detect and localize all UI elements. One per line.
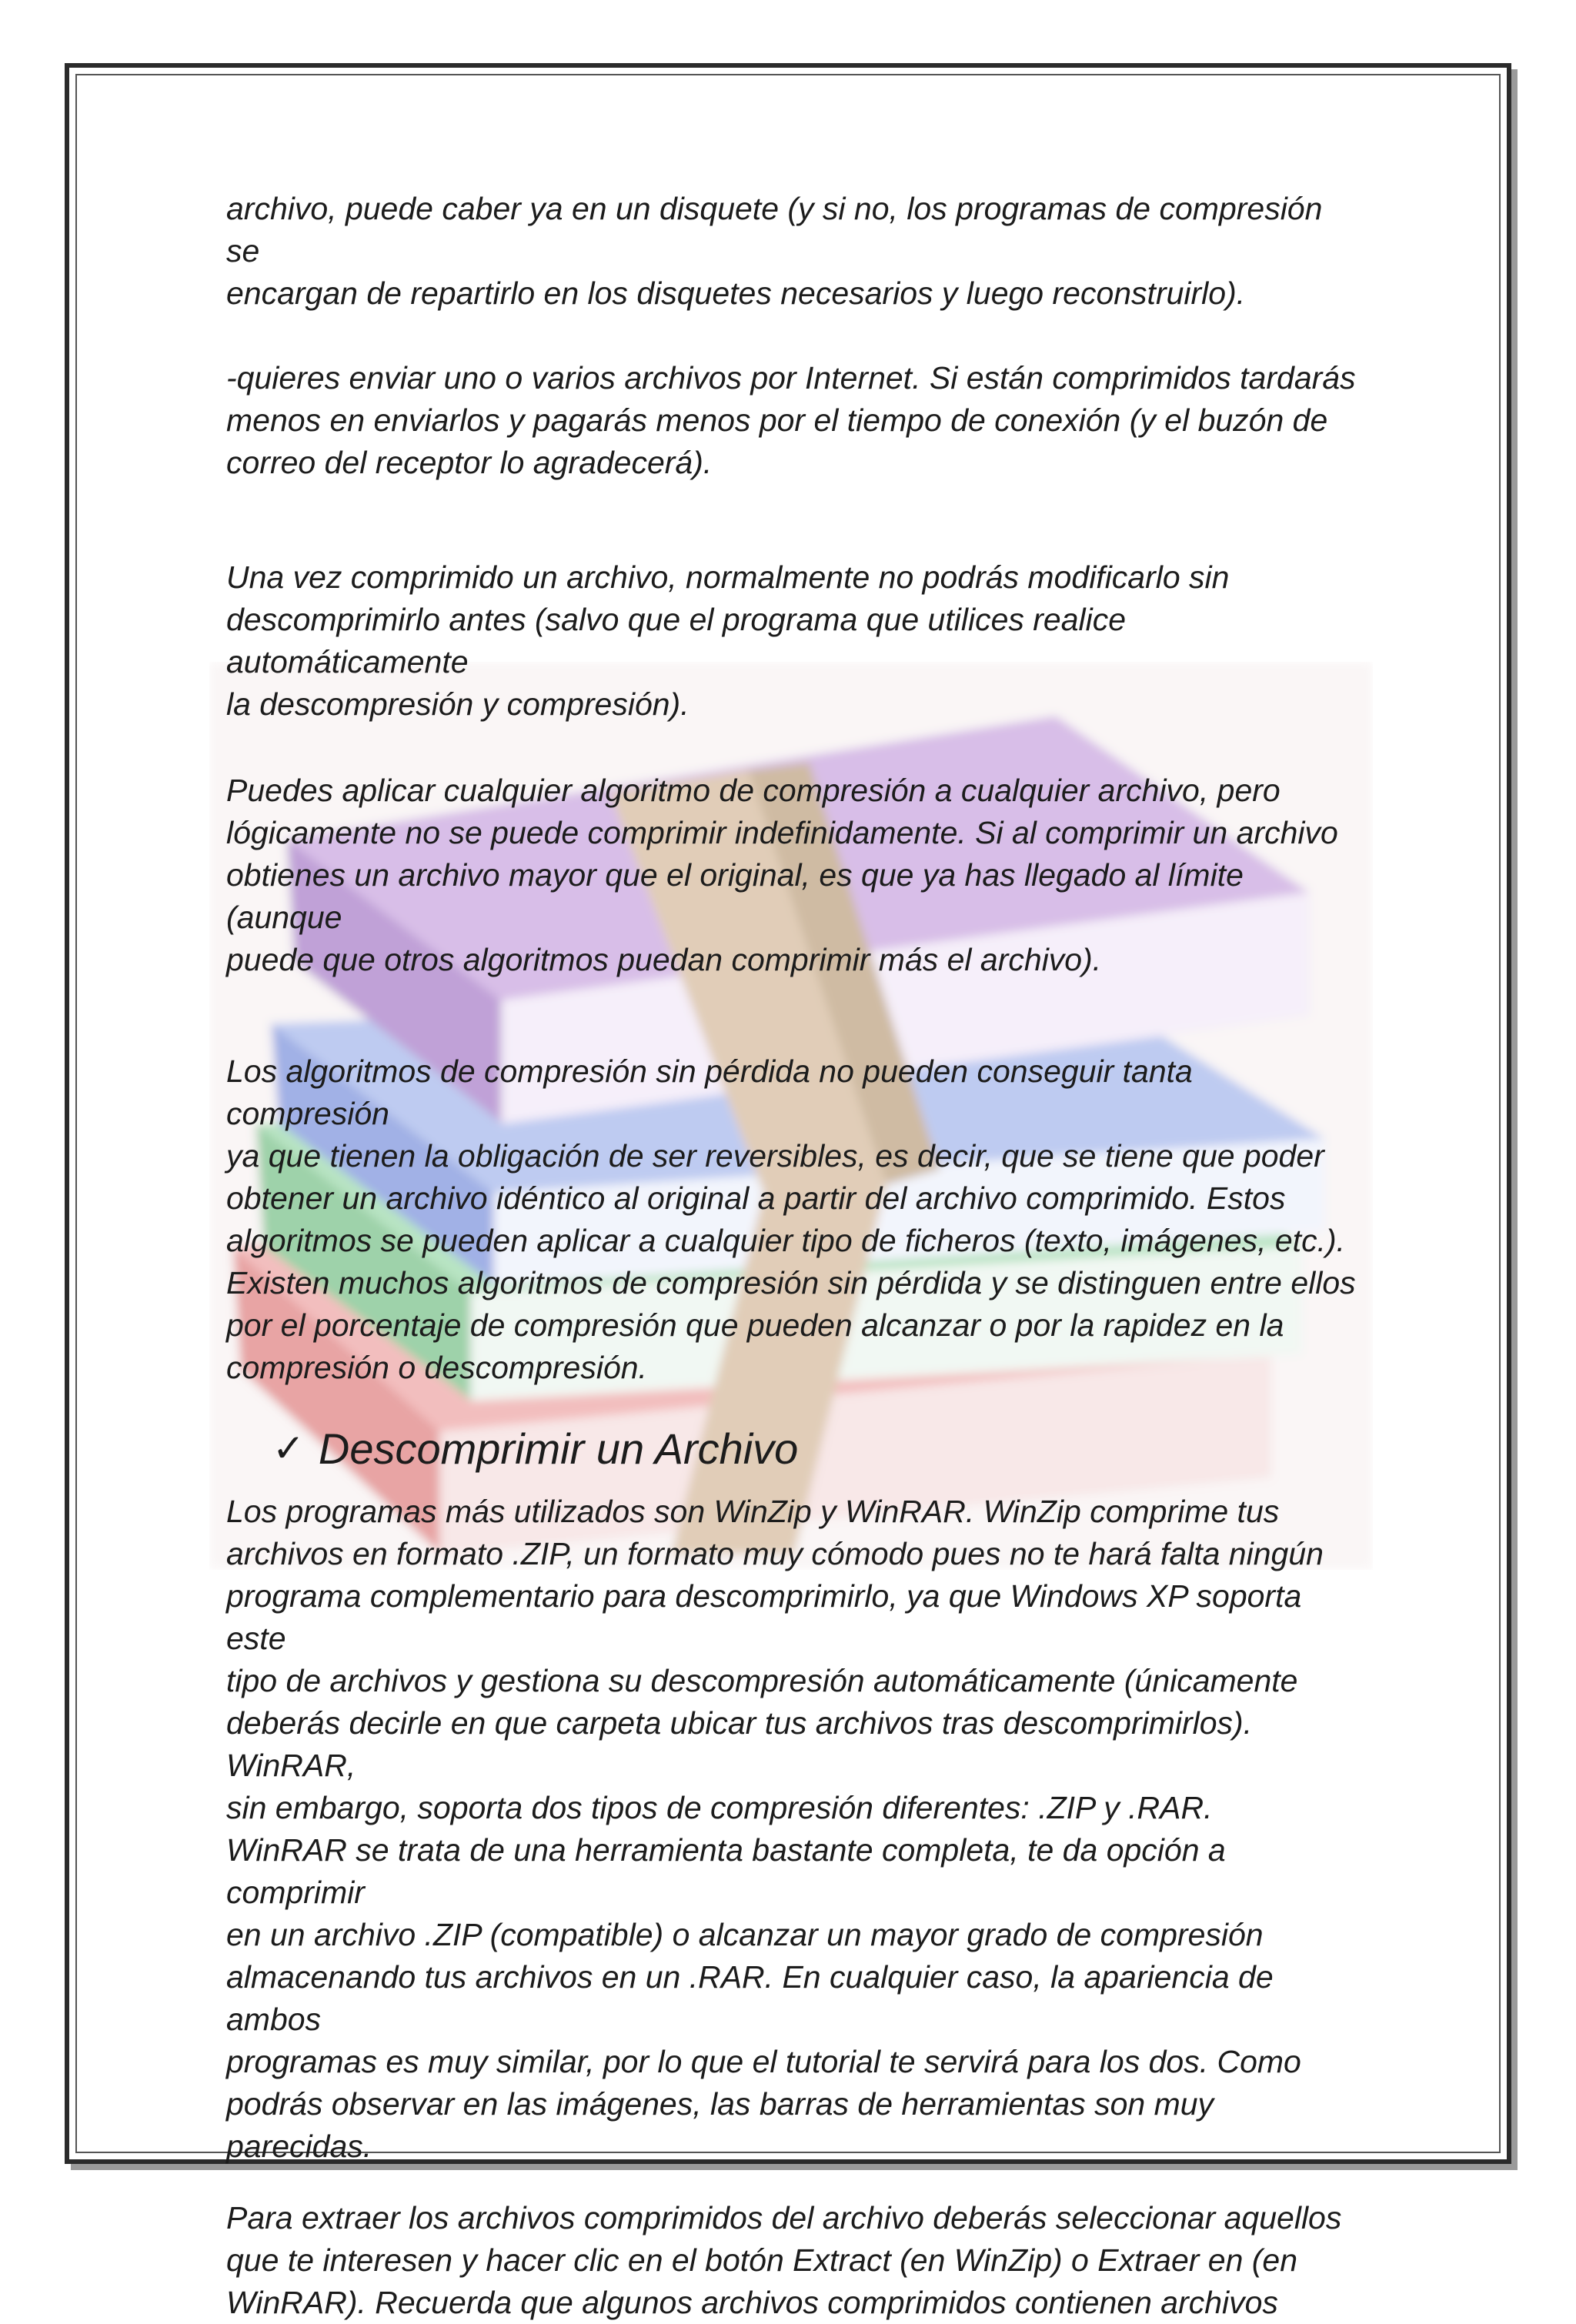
paragraph-4: Puedes aplicar cualquier algoritmo de compresión a cualquier archivo, pero lógicamente no se puede comprimir indefinidamente. Si al comprimir un archivo obtienes un archivo mayor que el original, es que ya has llegado al límite (aunque puede que otros algoritmos puedan comprimir más el archivo).: [226, 773, 1338, 977]
page-content: [226, 188, 1357, 2324]
check-icon: ✓: [272, 1427, 305, 1470]
section-heading: [272, 1421, 1357, 1475]
paragraph-6: Los programas más utilizados son WinZip y WinRAR. WinZip comprime tus archivos en formato .ZIP, un formato muy cómodo pues no te hará falta ningún programa complementario para descomprimirlo, ya que Windows XP soporta este tipo de archivos y gestiona su descompresión automáticamente (únicamente deberás decirle en que carpeta ubicar tus archivos tras descomprimirlos). WinRAR, sin embargo, soporta dos tipos de compresión diferentes: .ZIP y .RAR. WinRAR se trata de una herramienta bastante completa, te da opción a comprimir en un archivo .ZIP (compatible) o alcanzar un mayor grado de compresión almacenando tus archivos en un .RAR. En cualquier caso, la apariencia de ambos programas es muy similar, por lo que el tutorial te servirá para los dos. Como podrás observar en las imágenes, las barras de herramientas son muy parecidas.: [226, 1494, 1324, 2164]
paragraph-5: Los algoritmos de compresión sin pérdida no pueden conseguir tanta compresión ya que tienen la obligación de ser reversibles, es decir, que se tiene que poder obtener un archivo idéntico al original a partir del archivo comprimido. Estos algoritmos se pueden aplicar a cualquier tipo de ficheros (texto, imágenes, etc.). Existen muchos algoritmos de compresión sin pérdida y se distinguen entre ellos por el porcentaje de compresión que pueden alcanzar o por la rapidez en la compresión o descompresión.: [226, 1053, 1356, 1385]
paragraph-3: Una vez comprimido un archivo, normalmente no podrás modificarlo sin descomprimirlo antes (salvo que el programa que utilices realice automáticamente la descompresión y compresión).: [226, 559, 1230, 722]
paragraph-7: Para extraer los archivos comprimidos del archivo deberás seleccionar aquellos que te interesen y hacer clic en el botón Extract (en WinZip) o Extraer en (en WinRAR). Recuerda que algunos archivos comprimidos contienen archivos: [226, 2200, 1342, 2320]
paragraph-2: -quieres enviar uno o varios archivos por Internet. Si están comprimidos tardarás menos en enviarlos y pagarás menos por el tiempo de conexión (y el buzón de correo del receptor lo agradecerá).: [226, 360, 1356, 480]
paragraph-1: archivo, puede caber ya en un disquete (y si no, los programas de compresión se encargan de repartirlo en los disquetes necesarios y luego reconstruirlo).: [226, 191, 1323, 311]
section-heading-text: Descomprimir un Archivo: [318, 1424, 799, 1473]
